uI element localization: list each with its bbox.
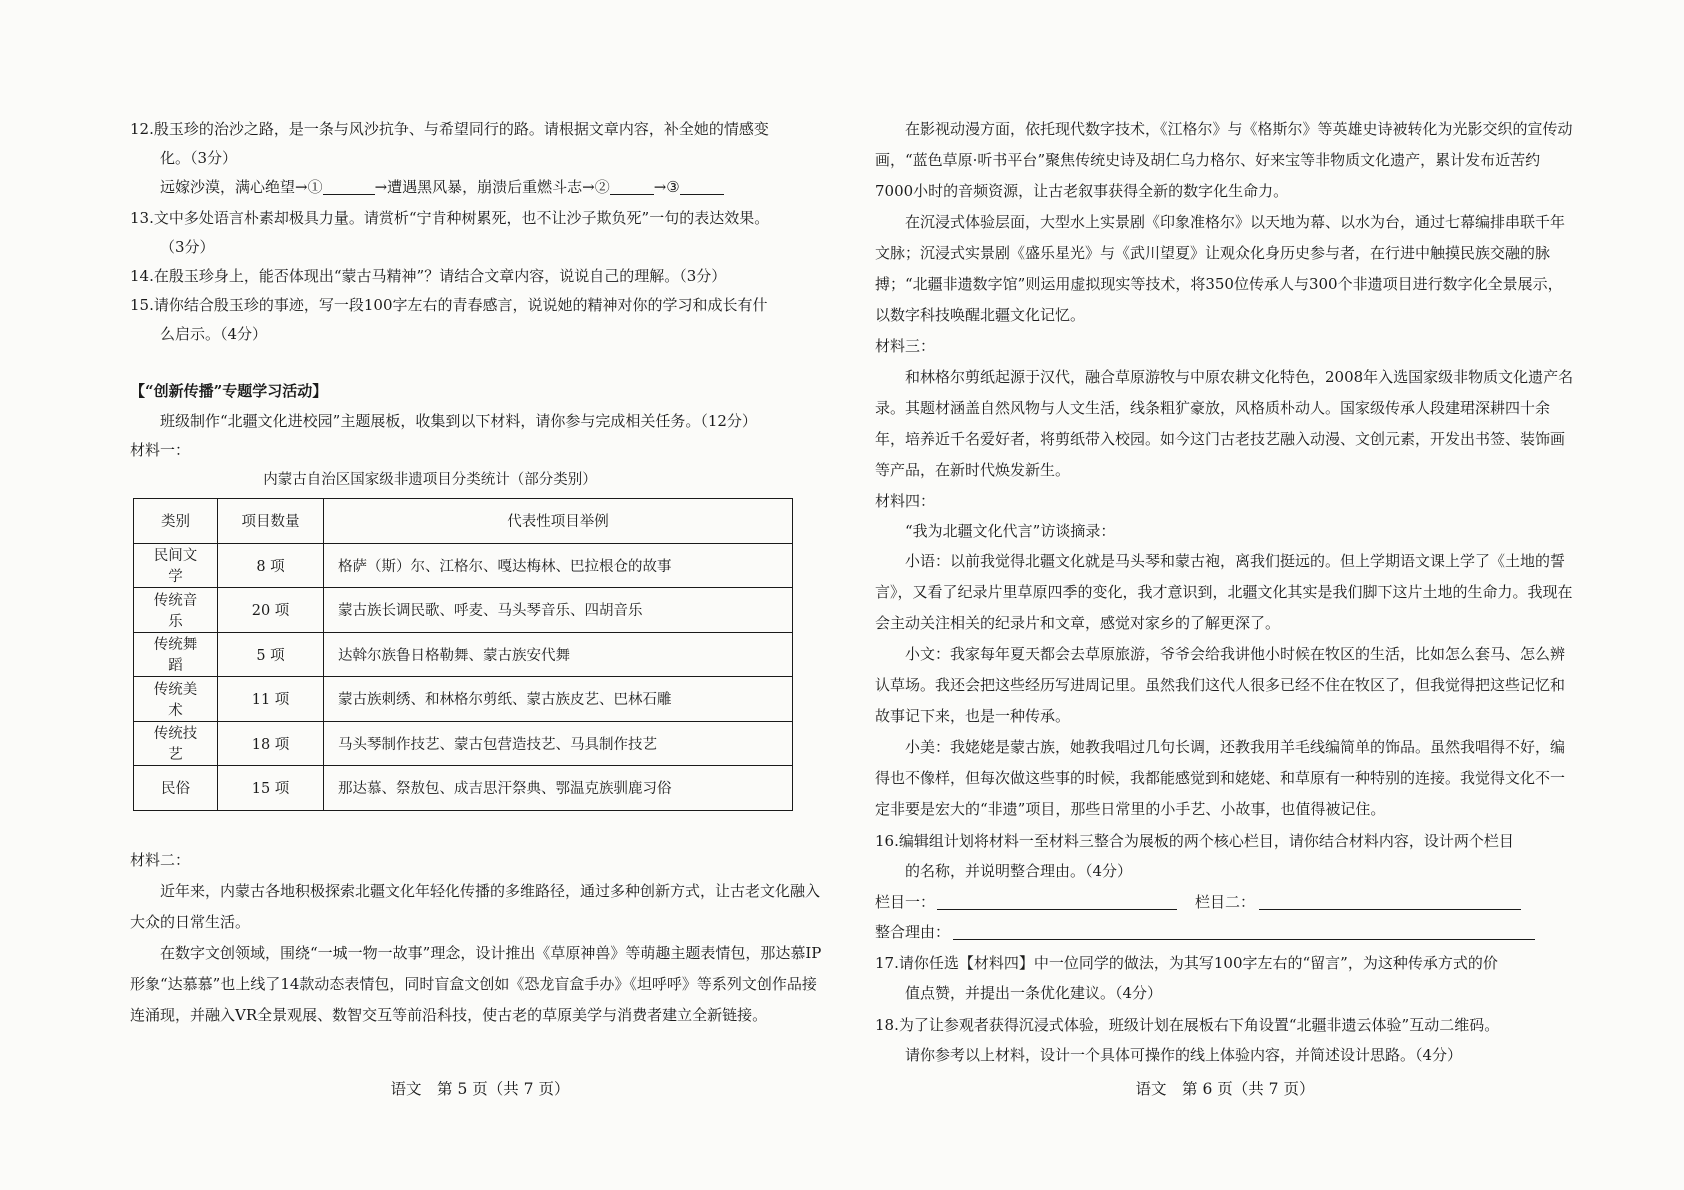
section-intro: 班级制作“北疆文化进校园”主题展板，收集到以下材料，请你参与完成相关任务。（12分） <box>160 412 757 430</box>
cell-category: 民间文学 <box>134 543 218 588</box>
cell-category: 传统技艺 <box>134 721 218 766</box>
cell-count: 8 项 <box>218 543 324 588</box>
table-row <box>134 677 793 722</box>
cell-count: 18 项 <box>218 721 324 766</box>
question-17-line2: 值点赞，并提出一条优化建议。（4分） <box>905 984 1163 1002</box>
material-3-paragraph: 和林格尔剪纸起源于汉代，融合草原游牧与中原农耕文化特色，2008年入选国家级非物质文化遗产名录。其题材涵盖自然风物与人文生活，线条粗犷豪放，风格质朴动人。国家级传承人段建珺深耕四十余年，培养近千名爱好者，将剪纸带入校园。如今这门古老技艺融入动漫、文创元素，开发出书签、装饰画等产品，在新时代焕发新生。 <box>875 368 1574 479</box>
question-14: 14.在殷玉珍身上，能否体现出“蒙古马精神”？请结合文章内容，说说自己的理解。（3分） <box>130 267 727 285</box>
cell-count: 15 项 <box>218 766 324 811</box>
question-15-line1: 15.请你结合殷玉珍的事迹，写一段100字左右的青春感言，说说她的精神对你的学习和成长有什 <box>130 296 768 314</box>
reason-label: 整合理由： <box>875 923 951 941</box>
page-footer-6: 语文 第 6 页（共 7 页） <box>1135 1080 1315 1098</box>
interview-xiaomei: 小美：我姥姥是蒙古族，她教我唱过几句长调，还教我用羊毛线编简单的饰品。虽然我唱得不好，编得也不像样，但每次做这些事的时候，我都能感觉到和姥姥、和草原有一种特别的连接。我觉得文化不一定非要是宏大的“非遗”项目，那些日常里的小手艺、小故事，也值得被记住。 <box>875 738 1566 818</box>
material-1-label: 材料一： <box>130 441 191 459</box>
table-row <box>134 632 793 677</box>
page-5 <box>130 0 830 1190</box>
cell-category: 传统舞蹈 <box>134 632 218 677</box>
question-18-line2: 请你参考以上材料，设计一个具体可操作的线上体验内容，并简述设计思路。（4分） <box>905 1046 1463 1064</box>
material-4-label: 材料四： <box>875 492 936 510</box>
cell-examples: 蒙古族刺绣、和林格尔剪纸、蒙古族皮艺、巴林石雕 <box>324 677 793 722</box>
interview-xiaowen: 小文：我家每年夏天都会去草原旅游，爷爷会给我讲他小时候在牧区的生活，比如怎么套马、怎么辨认草场。我还会把这些经历写进周记里。虽然我们这代人很多已经不住在牧区了，但我觉得把这些记忆和故事记下来，也是一种传承。 <box>875 645 1566 725</box>
material-2-paragraph-3: 在影视动漫方面，依托现代数字技术，《江格尔》与《格斯尔》等英雄史诗被转化为光影交织的宣传动画，“蓝色草原·听书平台”聚焦传统史诗及胡仁乌力格尔、好来宝等非物质文化遗产，累计发布近苦约7000小时的音频资源，让古老叙事获得全新的数字化生命力。 <box>875 120 1573 200</box>
column-2-label: 栏目二： <box>1195 893 1256 911</box>
answer-blank-3[interactable] <box>680 175 724 195</box>
section-title: 【“创新传播”专题学习活动】 <box>130 382 328 400</box>
chain-part-3: →③ <box>653 178 680 196</box>
question-18-line1: 18.为了让参观者获得沉浸式体验，班级计划在展板右下角设置“北疆非遗云体验”互动二维码。 <box>875 1016 1500 1034</box>
material-2-label: 材料二： <box>130 851 191 869</box>
answer-blank-1[interactable] <box>323 175 375 195</box>
column-1-label: 栏目一： <box>875 893 936 911</box>
cell-category: 民俗 <box>134 766 218 811</box>
table-header-row <box>134 499 793 544</box>
header-category: 类别 <box>134 499 218 544</box>
question-16-reason <box>875 917 1575 948</box>
table-row <box>134 766 793 811</box>
table-row <box>134 721 793 766</box>
question-12-line2: 化。（3分） <box>160 149 238 167</box>
question-13-line2: （3分） <box>160 238 215 256</box>
cell-category: 传统美术 <box>134 677 218 722</box>
table-row <box>134 543 793 588</box>
question-15-line2: 么启示。（4分） <box>160 325 268 343</box>
material-2-paragraph-1: 近年来，内蒙古各地积极探索北疆文化年轻化传播的多维路径，通过多种创新方式，让古老文化融入大众的日常生活。 <box>130 882 821 931</box>
header-examples: 代表性项目举例 <box>324 499 793 544</box>
page-6 <box>875 0 1575 1190</box>
interview-xiaoyu: 小语：以前我觉得北疆文化就是马头琴和蒙古袍，离我们挺远的。但上学期语文课上学了《土地的誓言》，又看了纪录片里草原四季的变化，我才意识到，北疆文化其实是我们脚下这片土地的生命力。我现在会主动关注相关的纪录片和文章，感觉对家乡的了解更深了。 <box>875 552 1573 632</box>
material-2-paragraph-2: 在数字文创领域，围绕“一城一物一故事”理念，设计推出《草原神兽》等萌趣主题表情包，那达慕IP形象“达慕慕”也上线了14款动态表情包，同时盲盒文创如《恐龙盲盒手办》《坦呼呼》等系列文创作品接连涌现，并融入VR全景观展、数智交互等前沿科技，使古老的草原美学与消费者建立全新链接。 <box>130 944 822 1024</box>
material-3-label: 材料三： <box>875 337 936 355</box>
material-4-intro: “我为北疆文化代言”访谈摘录： <box>905 522 1116 540</box>
cell-category: 传统音乐 <box>134 588 218 633</box>
cell-examples: 达斡尔族鲁日格勒舞、蒙古族安代舞 <box>324 632 793 677</box>
table-row <box>134 588 793 633</box>
column-2-answer-line[interactable] <box>1259 909 1521 910</box>
page-footer-5: 语文 第 5 页（共 7 页） <box>390 1080 570 1098</box>
cell-examples: 马头琴制作技艺、蒙古包营造技艺、马具制作技艺 <box>324 721 793 766</box>
cell-count: 5 项 <box>218 632 324 677</box>
heritage-table <box>133 498 793 811</box>
cell-count: 20 项 <box>218 588 324 633</box>
question-17-line1: 17.请你任选【材料四】中一位同学的做法，为其写100字左右的“留言”，为这种传承方式的价 <box>875 954 1498 972</box>
chain-part-1: 远嫁沙漠，满心绝望→① <box>160 178 323 196</box>
header-count: 项目数量 <box>218 499 324 544</box>
column-1-answer-line[interactable] <box>937 909 1177 910</box>
material-2-paragraph-4: 在沉浸式体验层面，大型水上实景剧《印象准格尔》以天地为幕、以水为台，通过七幕编排串联千年文脉；沉浸式实景剧《盛乐星光》与《武川望夏》让观众化身历史参与者，在行进中触摸民族交融的脉搏；“北疆非遗数字馆”则运用虚拟现实等技术，将350位传承人与300个非遗项目进行数字化全景展示，以数字科技唤醒北疆文化记忆。 <box>875 213 1566 324</box>
question-16-line2: 的名称，并说明整合理由。（4分） <box>905 862 1133 880</box>
cell-count: 11 项 <box>218 677 324 722</box>
cell-examples: 那达慕、祭敖包、成吉思汗祭典、鄂温克族驯鹿习俗 <box>324 766 793 811</box>
chain-part-2: →遭遇黑风暴，崩溃后重燃斗志→② <box>374 178 610 196</box>
question-12-line1: 12.殷玉珍的治沙之路，是一条与风沙抗争、与希望同行的路。请根据文章内容，补全她的情感变 <box>130 120 769 138</box>
table-title: 内蒙古自治区国家级非遗项目分类统计（部分类别） <box>263 472 597 488</box>
answer-blank-2[interactable] <box>610 175 654 195</box>
question-12-chain <box>130 172 830 203</box>
reason-answer-line[interactable] <box>953 939 1535 940</box>
question-13-line1: 13.文中多处语言朴素却极具力量。请赏析“宁肯种树累死，也不让沙子欺负死”一句的表达效果。 <box>130 209 770 227</box>
cell-examples: 格萨（斯）尔、江格尔、嘎达梅林、巴拉根仓的故事 <box>324 543 793 588</box>
cell-examples: 蒙古族长调民歌、呼麦、马头琴音乐、四胡音乐 <box>324 588 793 633</box>
question-16-columns <box>875 887 1575 918</box>
question-16-line1: 16.编辑组计划将材料一至材料三整合为展板的两个核心栏目，请你结合材料内容，设计两个栏目 <box>875 832 1514 850</box>
